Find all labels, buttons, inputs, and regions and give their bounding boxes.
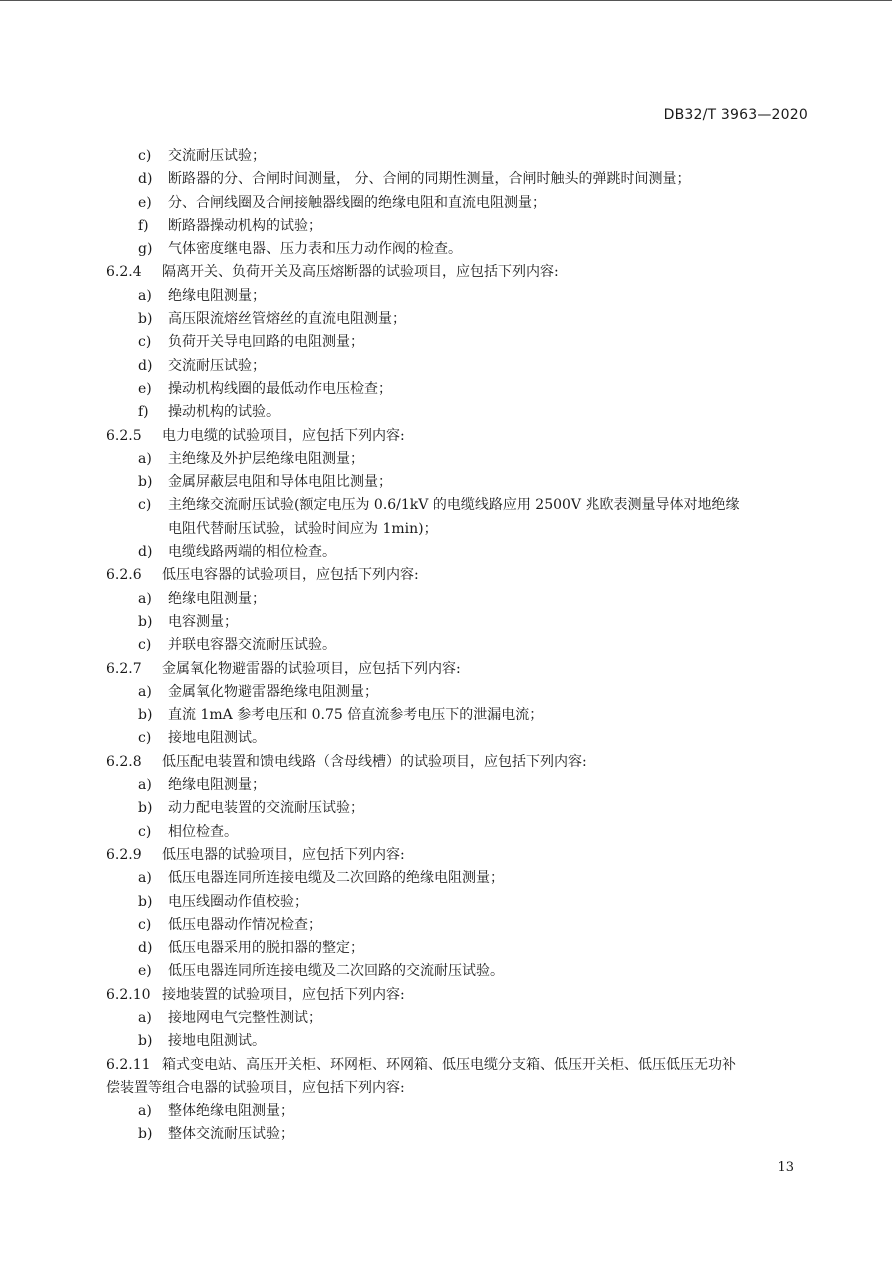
item-marker: b) xyxy=(138,800,153,817)
list-item xyxy=(106,634,810,657)
item-text: 接地电阻测试。 xyxy=(168,1033,266,1050)
item-text: 操动机构线圈的最低动作电压检查； xyxy=(168,380,392,397)
clause-number: 6.2.9 xyxy=(106,846,142,863)
item-marker: c) xyxy=(138,334,152,351)
list-item xyxy=(106,1123,810,1146)
item-marker: b) xyxy=(138,613,153,630)
list-item xyxy=(106,1100,810,1123)
item-text: 低压电器动作情况检查； xyxy=(168,916,322,933)
clause-title: 电力电缆的试验项目，应包括下列内容: xyxy=(162,427,405,444)
item-marker: c) xyxy=(138,916,152,933)
list-item xyxy=(106,960,810,983)
item-marker: f) xyxy=(138,217,149,234)
clause-title: 接地装置的试验项目，应包括下列内容: xyxy=(162,986,405,1003)
item-marker: b) xyxy=(138,474,153,491)
item-text: 主绝缘交流耐压试验(额定电压为 0.6/1kV 的电缆线路应用 2500V 兆欧表测量导体对地绝缘 xyxy=(168,497,740,514)
item-text: 电容测量； xyxy=(168,613,238,630)
item-marker: c) xyxy=(138,823,152,840)
clause-title-continuation: 偿装置等组合电器的试验项目，应包括下列内容: xyxy=(106,1079,405,1096)
item-text: 交流耐压试验； xyxy=(168,148,266,164)
list-item xyxy=(106,914,810,937)
list-item xyxy=(106,401,810,424)
clause-heading xyxy=(106,658,810,681)
item-text: 绝缘电阻测量； xyxy=(168,590,266,607)
list-item xyxy=(106,238,810,261)
clause-heading xyxy=(106,984,810,1007)
clause-number: 6.2.10 xyxy=(106,986,151,1003)
item-text: 接地网电气完整性测试； xyxy=(168,1009,322,1026)
clause-heading xyxy=(106,751,810,774)
clause-title: 金属氧化物避雷器的试验项目，应包括下列内容: xyxy=(162,660,461,677)
item-marker: a) xyxy=(138,777,152,794)
item-text: 电缆线路两端的相位检查。 xyxy=(168,544,336,561)
list-item xyxy=(106,797,810,820)
list-item xyxy=(106,588,810,611)
clause-heading xyxy=(106,1054,810,1077)
list-item xyxy=(106,541,810,564)
intro-list xyxy=(106,145,810,261)
clause-number: 6.2.8 xyxy=(106,753,142,770)
item-text: 整体交流耐压试验； xyxy=(168,1126,294,1143)
item-marker: a) xyxy=(138,287,152,304)
document-body xyxy=(106,145,810,1147)
item-text: 电压线圈动作值校验； xyxy=(168,893,308,910)
clause-title: 隔离开关、负荷开关及高压熔断器的试验项目，应包括下列内容: xyxy=(162,264,559,281)
list-item xyxy=(106,727,810,750)
list-item xyxy=(106,867,810,890)
list-item xyxy=(106,331,810,354)
list-item xyxy=(106,448,810,471)
item-marker: a) xyxy=(138,1103,152,1120)
item-text: 断路器的分、合闸时间测量， 分、合闸的同期性测量，合闸时触头的弹跳时间测量； xyxy=(168,171,691,188)
clause-title: 箱式变电站、高压开关柜、环网柜、环网箱、低压电缆分支箱、低压开关柜、低压低压无功补 xyxy=(162,1056,736,1073)
item-text: 断路器操动机构的试验； xyxy=(168,217,322,234)
item-text: 高压限流熔丝管熔丝的直流电阻测量； xyxy=(168,311,406,328)
item-text: 气体密度继电器、压力表和压力动作阀的检查。 xyxy=(168,241,462,258)
item-text: 动力配电装置的交流耐压试验； xyxy=(168,800,364,817)
item-marker: a) xyxy=(138,1009,152,1026)
item-marker: d) xyxy=(138,940,153,957)
list-item xyxy=(106,308,810,331)
clause-heading xyxy=(106,261,810,284)
list-item xyxy=(106,471,810,494)
clause-number: 6.2.7 xyxy=(106,660,142,677)
item-marker: c) xyxy=(138,148,152,164)
item-text: 金属屏蔽层电阻和导体电阻比测量； xyxy=(168,474,392,491)
item-text: 分、合闸线圈及合闸接触器线圈的绝缘电阻和直流电阻测量； xyxy=(168,194,546,211)
clause-heading xyxy=(106,425,810,448)
clause-title: 低压电容器的试验项目，应包括下列内容: xyxy=(162,567,419,584)
item-marker: a) xyxy=(138,450,152,467)
clause-title: 低压电器的试验项目，应包括下列内容: xyxy=(162,846,405,863)
item-text: 金属氧化物避雷器绝缘电阻测量； xyxy=(168,683,378,700)
list-item xyxy=(106,774,810,797)
list-item xyxy=(106,145,810,168)
item-marker: d) xyxy=(138,171,153,188)
item-text-continuation: 电阻代替耐压试验，试验时间应为 1min)； xyxy=(168,520,438,537)
item-marker: c) xyxy=(138,497,152,514)
item-marker: b) xyxy=(138,707,153,724)
item-marker: c) xyxy=(138,637,152,654)
list-item xyxy=(106,937,810,960)
item-text: 低压电器采用的脱扣器的整定； xyxy=(168,940,364,957)
item-text: 操动机构的试验。 xyxy=(168,404,280,421)
list-item xyxy=(106,891,810,914)
item-text: 整体绝缘电阻测量； xyxy=(168,1103,294,1120)
item-text: 并联电容器交流耐压试验。 xyxy=(168,637,336,654)
item-marker: b) xyxy=(138,1033,153,1050)
item-text: 交流耐压试验； xyxy=(168,357,266,374)
item-marker: b) xyxy=(138,1126,153,1143)
clause-list xyxy=(106,261,810,1146)
clause-heading xyxy=(106,844,810,867)
list-item xyxy=(106,681,810,704)
item-text: 主绝缘及外护层绝缘电阻测量； xyxy=(168,450,364,467)
item-marker: b) xyxy=(138,893,153,910)
item-text: 低压电器连同所连接电缆及二次回路的交流耐压试验。 xyxy=(168,963,504,980)
item-marker: a) xyxy=(138,683,152,700)
item-marker: f) xyxy=(138,404,149,421)
item-marker: a) xyxy=(138,870,152,887)
list-item xyxy=(106,285,810,308)
list-item xyxy=(106,355,810,378)
item-marker: g) xyxy=(138,241,153,258)
list-item xyxy=(106,494,810,517)
item-marker: e) xyxy=(138,380,152,397)
item-text: 接地电阻测试。 xyxy=(168,730,266,747)
top-rule xyxy=(0,0,892,1)
list-item xyxy=(106,168,810,191)
list-item xyxy=(106,611,810,634)
item-text: 相位检查。 xyxy=(168,823,238,840)
clause-number: 6.2.5 xyxy=(106,427,142,444)
item-marker: a) xyxy=(138,590,152,607)
list-item xyxy=(106,215,810,238)
item-text: 绝缘电阻测量； xyxy=(168,287,266,304)
item-marker: d) xyxy=(138,357,153,374)
item-marker: c) xyxy=(138,730,152,747)
list-item xyxy=(106,378,810,401)
item-text: 负荷开关导电回路的电阻测量； xyxy=(168,334,364,351)
clause-number: 6.2.11 xyxy=(106,1056,151,1073)
item-marker: b) xyxy=(138,311,153,328)
list-item xyxy=(106,1030,810,1053)
list-item xyxy=(106,821,810,844)
item-marker: d) xyxy=(138,544,153,561)
clause-heading xyxy=(106,564,810,587)
clause-title: 低压配电装置和馈电线路（含母线槽）的试验项目，应包括下列内容: xyxy=(162,753,587,770)
list-item xyxy=(106,704,810,727)
clause-number: 6.2.4 xyxy=(106,264,142,281)
document-id: DB32/T 3963—2020 xyxy=(663,107,808,123)
item-text: 绝缘电阻测量； xyxy=(168,777,266,794)
list-item xyxy=(106,1007,810,1030)
page-number: 13 xyxy=(777,1160,794,1175)
item-text: 低压电器连同所连接电缆及二次回路的绝缘电阻测量； xyxy=(168,870,504,887)
item-text: 直流 1mA 参考电压和 0.75 倍直流参考电压下的泄漏电流； xyxy=(168,707,544,724)
item-marker: e) xyxy=(138,194,152,211)
list-item xyxy=(106,192,810,215)
clause-number: 6.2.6 xyxy=(106,567,142,584)
item-marker: e) xyxy=(138,963,152,980)
